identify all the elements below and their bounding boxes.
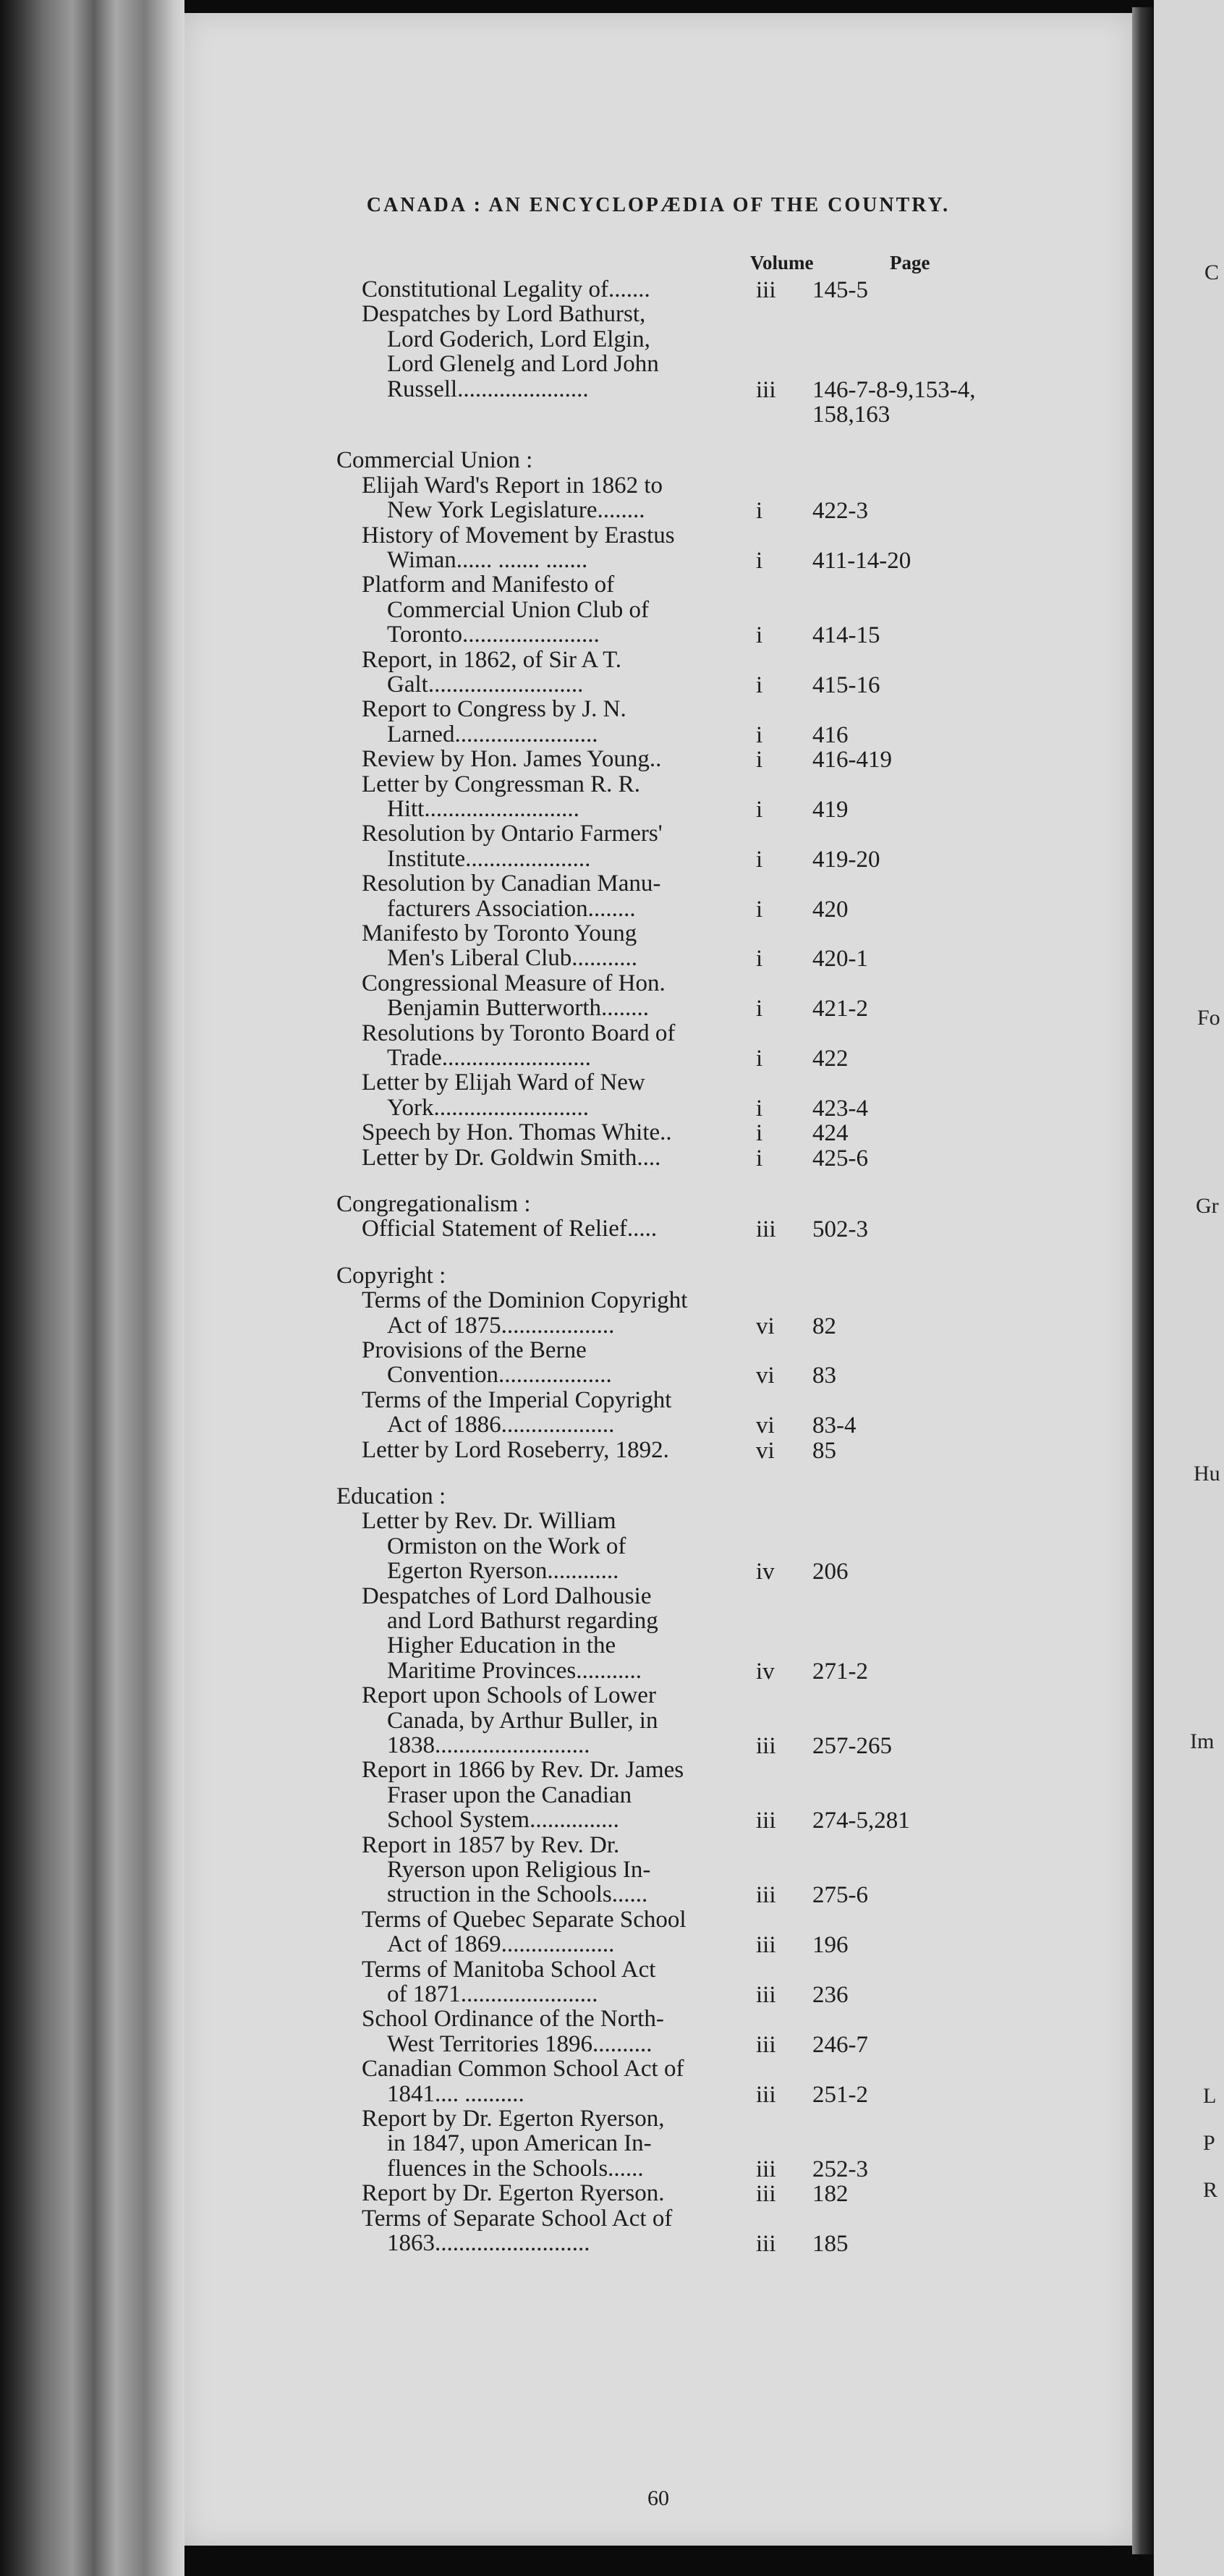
entry-text: Terms of Separate School Act of: [362, 2205, 673, 2232]
index-entry-line: [387, 1658, 642, 1684]
index-entry-line: [362, 1833, 619, 1858]
entry-volume: iii: [756, 1882, 776, 1909]
index-entry-line: [362, 473, 663, 499]
index-entry-line: [362, 1509, 616, 1534]
page-edge-shadow: [1132, 7, 1154, 2554]
entry-page: 419-20: [812, 846, 880, 873]
entry-volume: i: [756, 896, 763, 923]
entry-volume: iii: [756, 2081, 776, 2108]
entry-text: Platform and Manifesto of: [362, 572, 615, 598]
entry-page: 411-14-20: [812, 548, 911, 574]
entry-text: School Ordinance of the North-: [362, 2006, 664, 2033]
index-entry-line: [387, 2231, 590, 2256]
entry-volume: i: [756, 946, 763, 973]
entry-page: 274-5,281: [812, 1808, 910, 1834]
entry-text: School System...............: [387, 1807, 619, 1834]
index-entry-line: [362, 1216, 657, 1242]
entry-text: Copyright :: [336, 1262, 446, 1289]
index-entry-line: [362, 1584, 651, 1609]
index-entry-line: [362, 1907, 687, 1933]
entry-text: Maritime Provinces...........: [387, 1657, 642, 1684]
index-entry-line: [387, 1857, 650, 1883]
entry-text: Trade.........................: [387, 1045, 592, 1071]
entry-text: Toronto.......................: [387, 622, 600, 648]
entry-text: Letter by Dr. Goldwin Smith....: [362, 1144, 661, 1171]
index-section-heading: [336, 448, 532, 473]
entry-volume: i: [756, 672, 763, 698]
entry-text: Commercial Union Club of: [387, 596, 650, 623]
index-entry-line: [362, 1957, 655, 1983]
index-section-heading: [336, 1192, 531, 1217]
entry-page: 246-7: [812, 2031, 868, 2058]
entry-text: Fraser upon the Canadian: [387, 1781, 632, 1808]
index-entry-line: [387, 1808, 619, 1833]
entry-text: Constitutional Legality of.......: [362, 276, 650, 302]
book-page: [184, 13, 1132, 2546]
entry-text: Larned........................: [387, 721, 598, 747]
entry-text: Review by Hon. James Young..: [362, 746, 662, 773]
index-entry-line: [387, 1313, 614, 1339]
index-entry-line: [387, 2156, 644, 2182]
entry-page: 502-3: [812, 1216, 868, 1243]
index-entry-line: [362, 302, 645, 327]
index-entry-line: [387, 797, 579, 822]
facing-page-fragment: [1154, 0, 1224, 2576]
entry-volume: iv: [756, 1559, 775, 1585]
facing-page-letter: C: [1204, 260, 1220, 284]
entry-volume: vi: [756, 1412, 775, 1439]
index-entry-line: [387, 1708, 658, 1734]
entry-text: Commercial Union :: [336, 447, 533, 474]
entry-volume: iii: [756, 1733, 776, 1759]
index-entry-line: [362, 1120, 672, 1145]
index-entry-line: [362, 1288, 687, 1313]
index-entry-line: [387, 1363, 612, 1388]
page-number: 60: [647, 2486, 669, 2510]
entry-volume: i: [756, 1120, 763, 1147]
facing-page-letter: Gr: [1196, 1194, 1219, 1218]
entry-text: Russell......................: [387, 376, 589, 402]
entry-text: Resolution by Ontario Farmers': [362, 821, 663, 847]
entry-page: 419: [812, 797, 849, 823]
index-entry-line: [387, 622, 600, 648]
entry-page: 146-7-8-9,153-4,: [812, 376, 976, 403]
entry-text: Letter by Rev. Dr. William: [362, 1508, 616, 1535]
index-entry-line: [362, 2056, 684, 2082]
entry-page: 422-3: [812, 498, 868, 525]
entry-text: Lord Glenelg and Lord John: [387, 351, 659, 378]
entry-page: 423-4: [812, 1095, 868, 1122]
index-entry-line: [362, 747, 661, 772]
entry-text: Canadian Common School Act of: [362, 2056, 684, 2083]
book-binding-gutter: [0, 0, 184, 2576]
entry-text: Report to Congress by J. N.: [362, 696, 626, 723]
index-entry-line: [362, 697, 626, 722]
entry-text: Institute.....................: [387, 845, 591, 872]
entry-text: Speech by Hon. Thomas White..: [362, 1119, 672, 1146]
entry-text: and Lord Bathurst regarding: [387, 1608, 658, 1634]
facing-page-letter: Fo: [1197, 1006, 1220, 1030]
entry-text: Terms of the Imperial Copyright: [362, 1386, 672, 1413]
entry-page: 206: [812, 1559, 849, 1585]
entry-text: Act of 1875...................: [387, 1312, 615, 1339]
entry-volume: i: [756, 498, 763, 525]
entry-volume: i: [756, 747, 763, 774]
entry-page: 196: [812, 1932, 849, 1959]
facing-page-letter: P: [1203, 2131, 1215, 2155]
entry-volume: iii: [756, 2031, 776, 2058]
entry-volume: i: [756, 622, 763, 649]
index-section-heading: [336, 1484, 446, 1509]
index-entry-line: [362, 572, 614, 598]
entry-volume: iii: [756, 2181, 776, 2208]
entry-text: History of Movement by Erastus: [362, 522, 675, 548]
index-entry-line: [362, 871, 660, 897]
index-entry-line: [387, 1534, 626, 1559]
entry-text: Ormiston on the Work of: [387, 1533, 626, 1559]
index-entry-line: [362, 1438, 669, 1463]
index-entry-line: [387, 722, 598, 747]
entry-volume: i: [756, 548, 763, 574]
index-entry-line: [362, 1758, 684, 1783]
entry-text: Report in 1857 by Rev. Dr.: [362, 1831, 620, 1858]
entry-volume: iii: [756, 376, 776, 403]
index-entry-line: [387, 352, 659, 377]
entry-text: Report by Dr. Egerton Ryerson.: [362, 2180, 665, 2207]
entry-page: 415-16: [812, 672, 880, 698]
entry-volume: iii: [756, 2156, 776, 2182]
entry-volume: vi: [756, 1437, 775, 1464]
entry-text: Canada, by Arthur Buller, in: [387, 1707, 658, 1734]
index-section-heading: [336, 1263, 446, 1289]
index-entry-line: [362, 1021, 675, 1046]
entry-text: Hitt..........................: [387, 796, 579, 822]
entry-volume: iii: [756, 2231, 776, 2257]
entry-text: Despatches of Lord Dalhousie: [362, 1583, 652, 1609]
index-entry-line: [362, 821, 663, 847]
index-entry-line: [387, 1733, 590, 1758]
entry-text: 1838..........................: [387, 1732, 590, 1758]
index-entry-line: [362, 971, 666, 996]
index-entry-line: [387, 946, 637, 971]
index-entry-line: [387, 377, 589, 402]
entry-text: in 1847, upon American In-: [387, 2130, 652, 2157]
index-entry-line: [387, 327, 650, 352]
entry-page: 416-419: [812, 747, 892, 774]
index-entry-line: [362, 648, 621, 673]
index-entry-line: [362, 2106, 664, 2132]
entry-text: fluences in the Schools......: [387, 2155, 644, 2182]
index-entry-line: [387, 672, 583, 698]
entry-page: 422: [812, 1046, 849, 1072]
entry-text: Official Statement of Relief.....: [362, 1216, 658, 1242]
entry-page: 420-1: [812, 946, 868, 973]
index-entry-line: [387, 2131, 652, 2156]
entry-text: Lord Goderich, Lord Elgin,: [387, 326, 650, 352]
entry-text: Benjamin Butterworth........: [387, 995, 650, 1022]
entry-text: York..........................: [387, 1094, 590, 1121]
entry-text: Letter by Lord Roseberry, 1892.: [362, 1436, 669, 1463]
entry-volume: iii: [756, 1982, 776, 2008]
entry-volume: iii: [756, 1932, 776, 1959]
entry-page: 271-2: [812, 1658, 868, 1685]
entry-volume: iii: [756, 1808, 776, 1834]
index-entry-line: [362, 1683, 656, 1708]
entry-page: 424: [812, 1120, 849, 1147]
entry-volume: iv: [756, 1658, 775, 1685]
index-entry-line: [387, 2082, 524, 2107]
index-entry-line: [362, 2007, 664, 2032]
entry-volume: i: [756, 996, 763, 1022]
index-entry-line: [387, 1783, 632, 1808]
index-entry-line: [387, 1982, 598, 2007]
entry-text: Congregationalism :: [336, 1191, 531, 1217]
entry-volume: i: [756, 721, 763, 748]
entry-text: Report, in 1862, of Sir A T.: [362, 646, 622, 673]
index-entry-line: [387, 897, 636, 922]
entry-text: Convention...................: [387, 1362, 612, 1389]
entry-text: Higher Education in the: [387, 1632, 616, 1659]
entry-page: 416: [812, 721, 849, 748]
entry-volume: vi: [756, 1363, 775, 1389]
entry-text: Manifesto by Toronto Young: [362, 920, 637, 946]
index-entry-line: [387, 1559, 619, 1584]
entry-volume: vi: [756, 1313, 775, 1339]
entry-text: Ryerson upon Religious In-: [387, 1857, 651, 1883]
entry-text: Provisions of the Berne: [362, 1337, 587, 1363]
entry-text: struction in the Schools......: [387, 1881, 648, 1908]
entry-text: Act of 1886...................: [387, 1412, 615, 1439]
index-entry-line: [362, 1145, 660, 1171]
index-entry-line: [387, 1412, 614, 1438]
entry-text: Terms of Manitoba School Act: [362, 1956, 656, 1983]
entry-page: 251-2: [812, 2081, 868, 2108]
index-entry-line: [387, 1046, 591, 1071]
entry-text: Report upon Schools of Lower: [362, 1682, 656, 1709]
entry-page: 420: [812, 896, 849, 923]
page-column-heading: Page: [890, 252, 930, 274]
entry-text: of 1871.......................: [387, 1981, 598, 2007]
index-entry-line: [387, 498, 645, 523]
entry-text: Terms of Quebec Separate School: [362, 1906, 687, 1933]
index-entry-line: [362, 1070, 645, 1096]
entry-text: Education :: [336, 1483, 446, 1509]
index-entry-line: [387, 1096, 589, 1121]
index-entry-line: [362, 1338, 587, 1363]
entry-text: Letter by Congressman R. R.: [362, 771, 640, 797]
index-entry-line: [362, 921, 637, 946]
entry-text: Letter by Elijah Ward of New: [362, 1069, 645, 1096]
entry-page: 83-4: [812, 1412, 857, 1439]
index-entry-line: [387, 1633, 616, 1658]
entry-page: 182: [812, 2181, 849, 2208]
index-entry-line: [387, 847, 590, 872]
entry-volume: i: [756, 1095, 763, 1122]
entry-page: 83: [812, 1363, 836, 1389]
index-entry-line: [387, 2032, 653, 2057]
entry-page: 257-265: [812, 1733, 892, 1759]
entry-text: Egerton Ryerson............: [387, 1558, 619, 1585]
entry-volume: i: [756, 797, 763, 823]
entry-page: 85: [812, 1437, 836, 1464]
index-entry-line: [387, 548, 587, 573]
entry-page: 158,163: [812, 402, 891, 428]
entry-volume: i: [756, 1046, 763, 1072]
entry-text: Act of 1869...................: [387, 1931, 615, 1958]
entry-text: Report by Dr. Egerton Ryerson,: [362, 2106, 665, 2132]
entry-text: facturers Association........: [387, 895, 636, 922]
entry-volume: iii: [756, 277, 776, 303]
entry-text: 1841.... ..........: [387, 2080, 524, 2107]
index-entry-line: [387, 1932, 614, 1957]
entry-text: Men's Liberal Club...........: [387, 945, 637, 972]
facing-page-letter: L: [1203, 2084, 1217, 2108]
entry-text: Despatches by Lord Bathurst,: [362, 301, 646, 328]
running-head: CANADA : AN ENCYCLOPÆDIA OF THE COUNTRY.: [366, 194, 951, 216]
entry-text: Report in 1866 by Rev. Dr. James: [362, 1757, 684, 1784]
entry-page: 82: [812, 1313, 836, 1339]
entry-page: 275-6: [812, 1882, 868, 1909]
index-entry-line: [362, 2181, 664, 2206]
entry-text: Wiman...... ....... .......: [387, 547, 588, 573]
entry-text: 1863..........................: [387, 2230, 590, 2256]
entry-page: 252-3: [812, 2156, 868, 2182]
facing-page-letter: Im: [1190, 1729, 1215, 1753]
entry-page: 236: [812, 1982, 849, 2008]
index-entry-line: [362, 2206, 672, 2232]
entry-volume: i: [756, 1145, 763, 1172]
entry-text: Congressional Measure of Hon.: [362, 970, 666, 996]
entry-volume: iii: [756, 1216, 776, 1243]
entry-text: West Territories 1896..........: [387, 2030, 653, 2057]
index-entry-line: [387, 1882, 647, 1907]
index-entry-line: [362, 523, 675, 548]
entry-text: Galt..........................: [387, 671, 584, 698]
index-entry-line: [387, 1609, 658, 1634]
index-entry-line: [387, 598, 649, 623]
volume-column-heading: Volume: [750, 252, 814, 274]
facing-page-letter: R: [1203, 2178, 1218, 2202]
entry-text: Elijah Ward's Report in 1862 to: [362, 472, 663, 499]
index-entry-line: [387, 996, 649, 1021]
entry-text: Terms of the Dominion Copyright: [362, 1287, 688, 1314]
facing-page-letter: Hu: [1194, 1462, 1220, 1486]
entry-page: 421-2: [812, 996, 868, 1022]
index-entry-line: [362, 277, 650, 302]
entry-page: 425-6: [812, 1145, 868, 1172]
entry-page: 185: [812, 2231, 849, 2257]
entry-volume: i: [756, 846, 763, 873]
index-entry-line: [362, 1388, 671, 1413]
entry-page: 145-5: [812, 277, 868, 303]
entry-text: Resolutions by Toronto Board of: [362, 1020, 676, 1046]
index-entry-line: [362, 772, 640, 797]
entry-text: Resolution by Canadian Manu-: [362, 870, 661, 897]
entry-text: New York Legislature........: [387, 497, 645, 524]
entry-page: 414-15: [812, 622, 880, 649]
